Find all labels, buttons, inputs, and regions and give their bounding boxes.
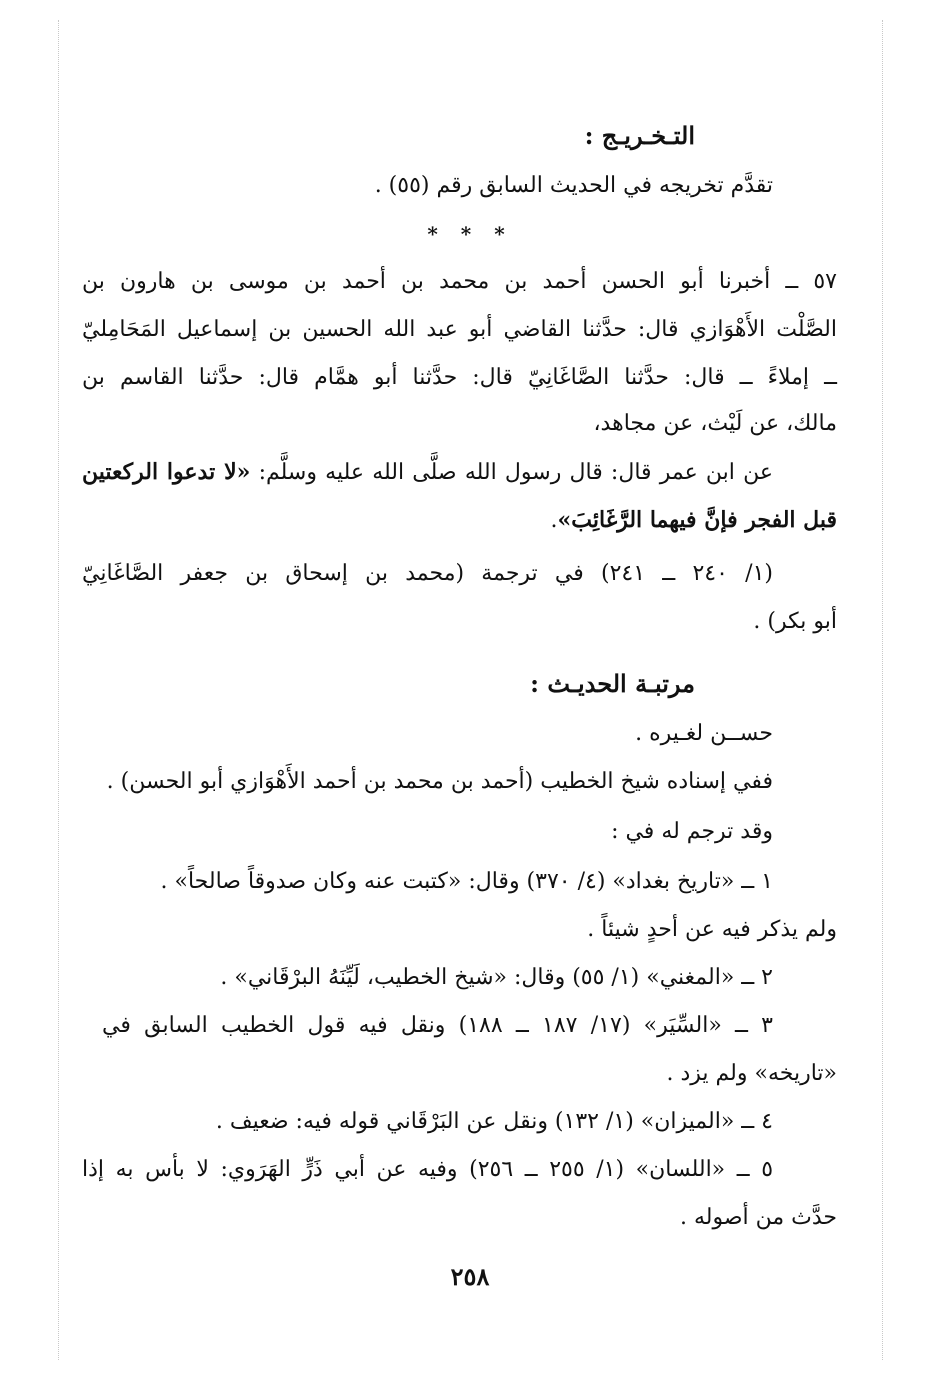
scan-edge-left <box>58 20 61 1360</box>
source-2-line-1: ٢ ــ «المغني» (١/ ٥٥) وقال: «شيخ الخطيب، لَيِّنَهُ البرْقَاني» . <box>220 965 773 990</box>
source-3-line-1: ٣ ــ «السِّيَر» (١٧/ ١٨٧ ــ ١٨٨) ونقل فيه قول الخطيب السابق في <box>102 1013 773 1038</box>
matn-quote-part-2: قبل الفجر فإنَّ فيهما الرَّغَائِبَ» <box>557 507 837 533</box>
source-5-line-2: حدَّث من أصوله . <box>679 1205 837 1230</box>
rutba-tarjama-intro: وقد ترجم له في : <box>611 819 773 844</box>
matn-quote-part-1: «لا تدعوا الركعتين <box>82 459 251 485</box>
matn-intro: عن ابن عمر قال: قال رسول الله صلَّى الله عليه وسلَّم: <box>250 460 773 485</box>
hadith-isnad-line-3: ــ إملاءً ــ قال: حدَّثنا الصَّاغَانِيّ قال: حدَّثنا أبو همَّام قال: حدَّثنا القاسم بن <box>82 365 837 390</box>
hadith-isnad-line-1: ٥٧ ــ أخبرنا أبو الحسن أحمد بن محمد بن أحمد بن موسى بن هارون بن <box>82 269 837 294</box>
source-3-line-2: «تاريخه» ولم يزد . <box>666 1061 837 1086</box>
source-4-line-1: ٤ ــ «الميزان» (١/ ١٣٢) ونقل عن البَرْقَاني قوله فيه: ضعيف . <box>215 1109 773 1134</box>
hadith-matn-line-2 <box>551 496 837 545</box>
section-separator: * * * <box>427 222 513 246</box>
hadith-reference-line-2: أبو بكر) . <box>753 609 837 634</box>
rutba-grade: حســن لغـيره . <box>635 721 773 746</box>
page-number: ٢٥٨ <box>450 1262 490 1291</box>
matn-end: . <box>550 508 558 533</box>
source-1-line-2: ولم يذكر فيه عن أحدٍ شيئاً . <box>587 917 837 942</box>
hadith-isnad-line-4: مالك، عن لَيْث، عن مجاهد، <box>593 411 837 436</box>
takhrij-heading: التـخـريـج : <box>584 121 695 150</box>
scan-edge-right <box>880 20 883 1360</box>
rutba-isnad-note: ففي إسناده شيخ الخطيب (أحمد بن محمد بن أحمد الأَهْوَازي أبو الحسن) . <box>106 769 773 794</box>
hadith-matn-line-1 <box>82 448 773 497</box>
hadith-reference-line-1: (١/ ٢٤٠ ــ ٢٤١) في ترجمة (محمد بن إسحاق بن جعفر الصَّاغَانِيّ <box>82 561 773 586</box>
source-5-line-1: ٥ ــ «اللسان» (١/ ٢٥٥ ــ ٢٥٦) وفيه عن أبي ذَرٍّ الهَرَوي: لا بأس به إذا <box>82 1157 774 1182</box>
rutba-heading: مرتبـة الحديـث : <box>530 669 695 698</box>
takhrij-text: تقدَّم تخريجه في الحديث السابق رقم (٥٥) . <box>374 173 773 198</box>
hadith-isnad-line-2: الصَّلْت الأَهْوَازي قال: حدَّثنا القاضي أبو عبد الله الحسين بن إسماعيل المَحَامِليّ <box>82 317 837 342</box>
source-1-line-1: ١ ــ «تاريخ بغداد» (٤/ ٣٧٠) وقال: «كتبت عنه وكان صدوقاً صالحاً» . <box>160 869 773 894</box>
